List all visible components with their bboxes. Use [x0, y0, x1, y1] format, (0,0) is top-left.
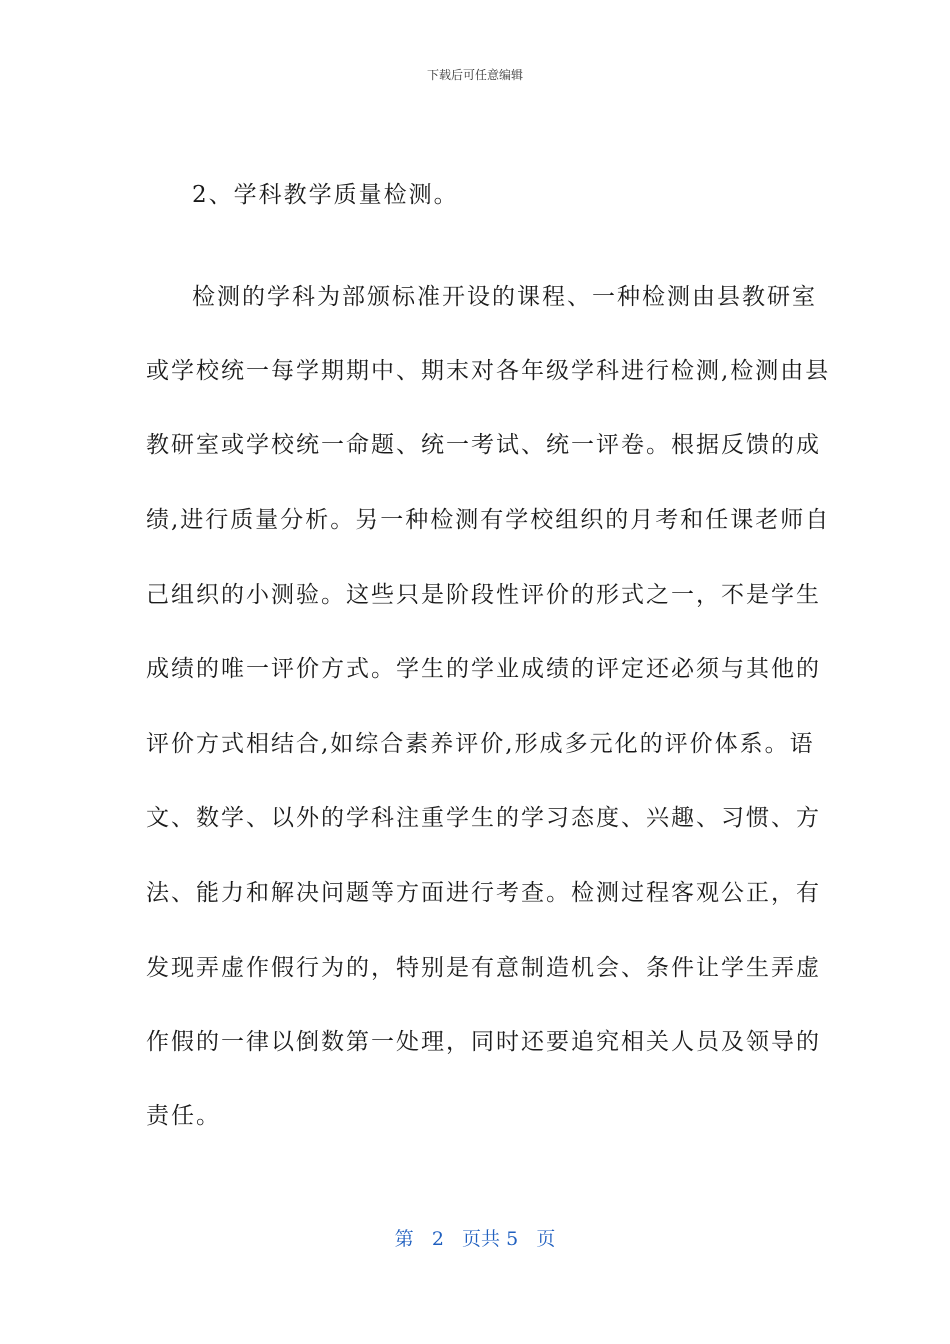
paragraph-line-10: 发现弄虚作假行为的，特别是有意制造机会、条件让学生弄虚 [146, 955, 821, 981]
paragraph-line-9: 法、能力和解决问题等方面进行考查。检测过程客观公正，有 [146, 880, 821, 906]
paragraph-line-3: 教研室或学校统一命题、统一考试、统一评卷。根据反馈的成 [146, 432, 821, 458]
footer-current-page: 2 [431, 1228, 444, 1250]
section-heading: 2、学科教学质量检测。 [192, 182, 459, 208]
paragraph-line-11: 作假的一律以倒数第一处理，同时还要追究相关人员及领导的 [146, 1029, 821, 1055]
page-header-note: 下载后可任意编辑 [426, 68, 523, 82]
paragraph-line-12: 责任。 [146, 1103, 221, 1129]
page-footer [0, 1224, 950, 1251]
paragraph-line-7: 评价方式相结合,如综合素养评价,形成多元化的评价体系。语 [146, 731, 815, 757]
paragraph-line-1: 检测的学科为部颁标准开设的课程、一种检测由县教研室 [192, 284, 817, 310]
footer-suffix: 页 [536, 1228, 556, 1250]
paragraph-line-5: 己组织的小测验。这些只是阶段性评价的形式之一，不是学生 [146, 582, 821, 608]
paragraph-line-6: 成绩的唯一评价方式。学生的学业成绩的评定还必须与其他的 [146, 656, 821, 682]
footer-prefix: 第 [394, 1228, 414, 1250]
footer-total-pages: 5 [506, 1228, 519, 1250]
footer-mid: 页共 [462, 1228, 501, 1250]
paragraph-line-8: 文、数学、以外的学科注重学生的学习态度、兴趣、习惯、方 [146, 805, 821, 831]
paragraph-line-4: 绩,进行质量分析。另一种检测有学校组织的月考和任课老师自 [146, 507, 831, 533]
paragraph-line-2: 或学校统一每学期期中、期末对各年级学科进行检测,检测由县 [146, 358, 831, 384]
